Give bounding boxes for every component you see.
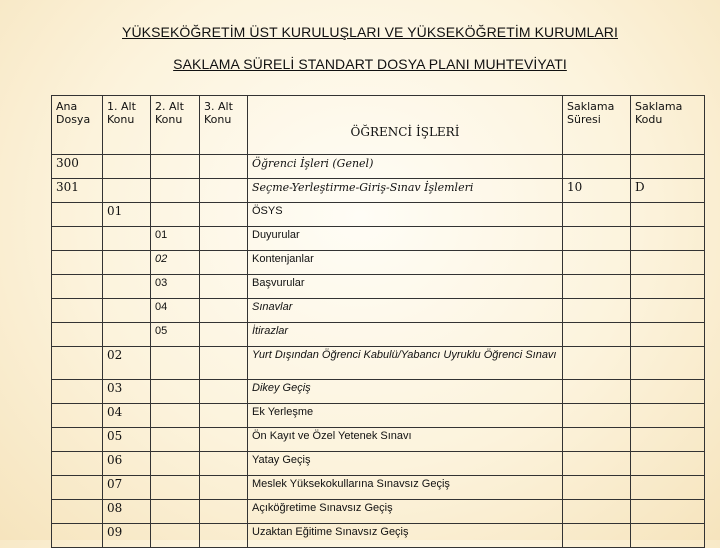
table-row xyxy=(52,323,705,347)
row-code: 301 xyxy=(52,179,103,203)
row-text: Ön Kayıt ve Özel Yetenek Sınavı xyxy=(248,428,563,452)
row-text: Kontenjanlar xyxy=(248,251,563,275)
row-code: 03 xyxy=(151,275,200,299)
table-row xyxy=(52,203,705,227)
file-plan-table xyxy=(51,95,705,548)
table-row xyxy=(52,347,705,380)
row-code: 01 xyxy=(151,227,200,251)
header-ana-dosya: Ana Dosya xyxy=(52,96,103,155)
table-row xyxy=(52,524,705,548)
header-saklama-suresi: Saklama Süresi xyxy=(563,96,631,155)
row-text: Yurt Dışından Öğrenci Kabulü/Yabancı Uyruklu Öğrenci Sınavı xyxy=(248,347,563,380)
row-text: Yatay Geçiş xyxy=(248,452,563,476)
row-code: 02 xyxy=(151,251,200,275)
header-konu: ÖĞRENCİ İŞLERİ xyxy=(248,96,563,155)
row-text: Seçme-Yerleştirme-Giriş-Sınav İşlemleri xyxy=(248,179,563,203)
table-row xyxy=(52,500,705,524)
row-text: İtirazlar xyxy=(248,323,563,347)
row-saklama-suresi: 10 xyxy=(563,179,631,203)
row-text: Dikey Geçiş xyxy=(248,380,563,404)
row-code: 08 xyxy=(103,500,151,524)
row-code: 02 xyxy=(103,347,151,380)
row-text: Öğrenci İşleri (Genel) xyxy=(248,155,563,179)
row-code: 300 xyxy=(52,155,103,179)
table-row xyxy=(52,380,705,404)
table-row xyxy=(52,179,705,203)
row-saklama-kodu: D xyxy=(631,179,705,203)
row-text: Duyurular xyxy=(248,227,563,251)
row-code: 03 xyxy=(103,380,151,404)
row-code: 05 xyxy=(151,323,200,347)
row-code: 01 xyxy=(103,203,151,227)
table-row xyxy=(52,299,705,323)
header-alt-konu-1: 1. Alt Konu xyxy=(103,96,151,155)
row-code: 06 xyxy=(103,452,151,476)
row-text: Ek Yerleşme xyxy=(248,404,563,428)
row-text: Açıköğretime Sınavsız Geçiş xyxy=(248,500,563,524)
table-row xyxy=(52,251,705,275)
row-code: 04 xyxy=(103,404,151,428)
header-saklama-kodu: Saklama Kodu xyxy=(631,96,705,155)
row-code: 05 xyxy=(103,428,151,452)
table-row xyxy=(52,155,705,179)
table-row xyxy=(52,452,705,476)
row-text: Meslek Yüksekokullarına Sınavsız Geçiş xyxy=(248,476,563,500)
header-row xyxy=(52,96,705,155)
row-text: Uzaktan Eğitime Sınavsız Geçiş xyxy=(248,524,563,548)
document-title-line-2: SAKLAMA SÜRELİ STANDART DOSYA PLANI MUHTEVİYATI xyxy=(173,56,567,72)
header-alt-konu-3: 3. Alt Konu xyxy=(200,96,248,155)
table-row xyxy=(52,275,705,299)
row-code: 04 xyxy=(151,299,200,323)
table-row xyxy=(52,404,705,428)
row-text: Başvurular xyxy=(248,275,563,299)
header-alt-konu-2: 2. Alt Konu xyxy=(151,96,200,155)
row-text: Sınavlar xyxy=(248,299,563,323)
document-title-line-1: YÜKSEKÖĞRETİM ÜST KURULUŞLARI VE YÜKSEKÖĞRETİM KURUMLARI xyxy=(122,24,618,40)
table-row xyxy=(52,428,705,452)
row-code: 09 xyxy=(103,524,151,548)
table-row xyxy=(52,227,705,251)
table-row xyxy=(52,476,705,500)
row-code: 07 xyxy=(103,476,151,500)
row-text: ÖSYS xyxy=(248,203,563,227)
